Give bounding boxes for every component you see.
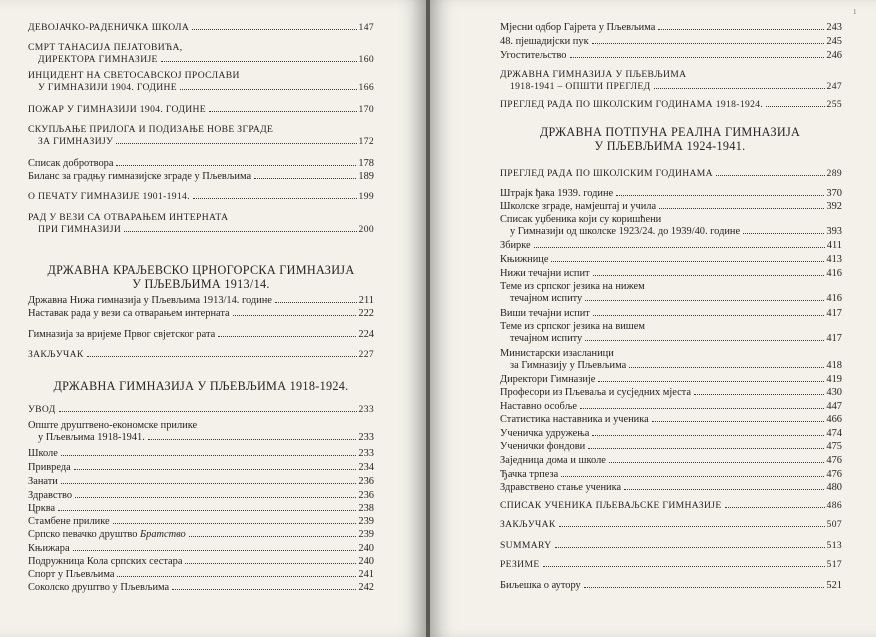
toc-page-number: 507: [826, 519, 842, 530]
toc-page-number: 393: [826, 226, 842, 237]
toc-entry-title: Министарски изасланици: [500, 348, 614, 359]
toc-entry: [500, 519, 842, 531]
toc-entry-title: Здравствено стање ученика: [500, 482, 622, 493]
toc-page-number: 172: [358, 136, 374, 147]
toc-entry-title: Списак уџбеника који су коришћени: [500, 214, 662, 225]
dot-leader: [543, 566, 825, 567]
toc-entry: [500, 308, 842, 320]
section-heading-line: ДРЖАВНА КРАЉЕВСКО ЦРНОГОРСКА ГИМНАЗИЈА: [47, 263, 355, 277]
dot-leader: [209, 111, 357, 112]
toc-entry-title: Црква: [28, 503, 56, 514]
toc-page-number: 447: [826, 401, 842, 412]
dot-leader: [73, 550, 357, 551]
toc-page-number: 418: [826, 360, 842, 371]
toc-entry: [28, 104, 374, 116]
toc-page-number: 239: [358, 516, 374, 527]
toc-entry-title: течајном испиту: [510, 293, 583, 304]
toc-entry-title: у Пљевљима 1918-1941.: [38, 432, 145, 443]
toc-entry: [28, 569, 374, 581]
dot-leader: [233, 315, 357, 316]
toc-entry: [500, 482, 842, 494]
toc-entry: [28, 503, 374, 515]
toc-page-number: 246: [826, 50, 842, 61]
toc-entry-title: 1918-1941 – ОПШТИ ПРЕГЛЕД: [510, 81, 651, 92]
toc-entry-title: Директори Гимназије: [500, 374, 596, 385]
toc-page-number: 233: [358, 448, 374, 459]
toc-page-number: 233: [358, 432, 374, 443]
toc-entry-title: Ђачка трпеза: [500, 469, 559, 480]
right-page: [430, 0, 876, 637]
toc-entry: [500, 69, 842, 93]
dot-leader: [148, 439, 357, 440]
toc-entry: [500, 240, 842, 252]
toc-entry: [28, 158, 374, 170]
toc-entry: [500, 559, 842, 571]
toc-entry: [500, 214, 842, 238]
dot-leader: [624, 489, 824, 490]
toc-entry: [500, 168, 842, 180]
toc-entry-title: Ученичка удружења: [500, 428, 590, 439]
toc-page-number: 166: [358, 82, 374, 93]
toc-page-number: 474: [826, 428, 842, 439]
toc-page-number: 211: [358, 295, 374, 306]
toc-entry: [500, 254, 842, 266]
toc-entry-title: ПРИ ГИМНАЗИЈИ: [38, 224, 122, 235]
dot-leader: [570, 57, 825, 58]
toc-entry-title: ПРЕГЛЕД РАДА ПО ШКОЛСКИМ ГОДИНАМА 1918-1924.: [500, 99, 764, 110]
dot-leader: [652, 421, 825, 422]
toc-page-number: 178: [358, 158, 374, 169]
toc-entry: [28, 420, 374, 444]
dot-leader: [218, 336, 356, 337]
toc-page-number: 392: [826, 201, 842, 212]
toc-page-number: 517: [826, 559, 842, 570]
toc-entry-title: Занати: [28, 476, 58, 487]
toc-entry-title: Гимназија за вријеме Првог свјетског рата: [28, 329, 216, 340]
toc-entry: [500, 441, 842, 453]
toc-entry-title: Теме из српског језика на нижем: [500, 281, 645, 292]
toc-page-number: 475: [826, 441, 842, 452]
toc-entry-title: за Гимназију у Пљевљима: [510, 360, 627, 371]
toc-page-number: 476: [826, 469, 842, 480]
dot-leader: [58, 510, 356, 511]
dot-leader: [659, 208, 824, 209]
toc-entry-title: Ученички фондови: [500, 441, 586, 452]
toc-entry-title: Виши течајни испит: [500, 308, 590, 319]
toc-page-number: 255: [826, 99, 842, 110]
toc-entry-title: Биљешка о аутору: [500, 580, 581, 591]
dot-leader: [61, 483, 357, 484]
dot-leader: [580, 408, 824, 409]
toc-page-number: 476: [826, 455, 842, 466]
toc-entry-title: Теме из српског језика на вишем: [500, 321, 645, 332]
dot-leader: [593, 275, 825, 276]
toc-entry: [28, 516, 374, 528]
dot-leader: [116, 165, 356, 166]
dot-leader: [193, 198, 357, 199]
dot-leader: [116, 143, 356, 144]
toc-entry-title: Штрајк ђака 1939. године: [500, 188, 614, 199]
toc-entry-title: Соколско друштво у Пљевљима: [28, 582, 170, 593]
dot-leader: [584, 587, 825, 588]
toc-page-number: 417: [826, 308, 842, 319]
dot-leader: [534, 247, 825, 248]
toc-page-number: 241: [358, 569, 374, 580]
toc-entry-title: Привреда: [28, 462, 71, 473]
toc-entry: [500, 469, 842, 481]
dot-leader: [725, 507, 825, 508]
toc-entry-title: Књижара: [28, 543, 70, 554]
dot-leader: [254, 178, 356, 179]
toc-entry-title: Стамбене прилике: [28, 516, 110, 527]
toc-page-number: 239: [358, 529, 374, 540]
toc-entry: [28, 329, 374, 341]
section-heading: [1, 263, 401, 291]
toc-entry: [28, 490, 374, 502]
toc-entry: [500, 268, 842, 280]
toc-entry: [500, 500, 842, 512]
section-heading-line: У ПЉЕВЉИМА 1913/14.: [132, 277, 270, 291]
dot-leader: [551, 261, 824, 262]
toc-entry-title: у Гимназији од школске 1923/24. до 1939/40. године: [510, 226, 741, 237]
toc-entry: [500, 99, 842, 111]
toc-entry-title: Нижи течајни испит: [500, 268, 590, 279]
toc-entry-title: Угоститељство: [500, 50, 567, 61]
toc-entry: [28, 22, 374, 34]
toc-entry: [500, 281, 842, 305]
dot-leader: [185, 563, 356, 564]
dot-leader: [593, 315, 825, 316]
toc-entry-title: Спорт у Пљевљима: [28, 569, 115, 580]
dot-leader: [192, 29, 356, 30]
toc-entry: [28, 124, 374, 148]
toc-entry: [28, 404, 374, 416]
dot-leader: [124, 231, 356, 232]
toc-entry: [28, 543, 374, 555]
toc-entry-title: 48. пјешадијски пук: [500, 36, 589, 47]
toc-page-number: 419: [826, 374, 842, 385]
toc-entry-title: Државна Нижа гимназија у Пљевљима 1913/14. године: [28, 295, 272, 306]
toc-page-number: 233: [358, 404, 374, 415]
toc-entry-title: Књижнице: [500, 254, 549, 265]
dot-leader: [59, 411, 357, 412]
dot-leader: [585, 300, 824, 301]
toc-page-number: 236: [358, 476, 374, 487]
toc-entry-title: Опште друштвено-економске прилике: [28, 420, 198, 431]
dot-leader: [654, 88, 825, 89]
toc-entry: [28, 556, 374, 568]
toc-page-number: 289: [826, 168, 842, 179]
toc-page-number: 236: [358, 490, 374, 501]
toc-entry: [500, 36, 842, 48]
corner-mark: 1: [853, 8, 857, 16]
toc-page-number: 370: [826, 188, 842, 199]
toc-page-number: 240: [358, 543, 374, 554]
toc-page-number: 486: [826, 500, 842, 511]
dot-leader: [592, 435, 824, 436]
toc-entry-title: ДЕВОЈАЧКО-РАДЕНИЧКА ШКОЛА: [28, 22, 190, 33]
toc-entry-title: У ГИМНАЗИЈИ 1904. ГОДИНЕ: [38, 82, 178, 93]
dot-leader: [189, 536, 357, 537]
toc-page-number: 147: [358, 22, 374, 33]
toc-entry-title: СКУПЉАЊЕ ПРИЛОГА И ПОДИЗАЊЕ НОВЕ ЗГРАДЕ: [28, 124, 274, 135]
toc-entry: [28, 462, 374, 474]
toc-entry: [500, 22, 842, 34]
section-heading-line: У ПЉЕВЉИМА 1924-1941.: [594, 139, 746, 153]
toc-entry-title: РЕЗИМЕ: [500, 559, 540, 570]
dot-leader: [609, 462, 825, 463]
toc-entry: [500, 201, 842, 213]
toc-entry-title: ДРЖАВНА ГИМНАЗИЈА У ПЉЕВЉИМА: [500, 69, 687, 80]
toc-page-number: 430: [826, 387, 842, 398]
toc-entry: [500, 540, 842, 552]
dot-leader: [87, 356, 357, 357]
toc-page-number: 521: [826, 580, 842, 591]
toc-entry: [500, 321, 842, 345]
toc-entry-title: ЗА ГИМНАЗИЈУ: [38, 136, 114, 147]
toc-page-number: 222: [358, 308, 374, 319]
toc-page-number: 247: [826, 81, 842, 92]
section-heading-line: ДРЖАВНА ПОТПУНА РЕАЛНА ГИМНАЗИЈА: [539, 125, 801, 139]
toc-entry: [28, 529, 374, 541]
dot-leader: [561, 476, 824, 477]
toc-page-number: 170: [358, 104, 374, 115]
toc-entry: [28, 295, 374, 307]
toc-page-number: 411: [826, 240, 842, 251]
toc-entry-title: Збирке: [500, 240, 531, 251]
toc-page-number: 416: [826, 268, 842, 279]
toc-page-number: 224: [358, 329, 374, 340]
toc-entry-title: Школе: [28, 448, 58, 459]
toc-entry-title: Наставно особље: [500, 401, 577, 412]
dot-leader: [275, 302, 357, 303]
section-heading: [470, 125, 870, 153]
toc-entry: [28, 212, 374, 236]
toc-entry-title: Српско певачко друштво Братство: [28, 529, 186, 540]
dot-leader: [61, 455, 357, 456]
toc-page-number: 480: [826, 482, 842, 493]
toc-entry: [28, 582, 374, 594]
toc-entry-title: ДИРЕКТОРА ГИМНАЗИЈЕ: [38, 54, 158, 65]
dot-leader: [592, 43, 825, 44]
dot-leader: [629, 367, 824, 368]
section-heading: [1, 379, 401, 393]
toc-entry-title: Наставак рада у вези са отварањем интерната: [28, 308, 230, 319]
toc-entry: [28, 171, 374, 183]
toc-entry-title: СПИСАК УЧЕНИКА ПЉЕВАЉСКЕ ГИМНАЗИЈЕ: [500, 500, 722, 511]
toc-entry-title: Професори из Пљеваља и сусједних мјеста: [500, 387, 691, 398]
toc-entry: [500, 387, 842, 399]
toc-entry: [500, 188, 842, 200]
toc-page-number: 189: [358, 171, 374, 182]
dot-leader: [161, 61, 357, 62]
toc-entry-title: Списак добротвора: [28, 158, 114, 169]
dot-leader: [585, 340, 824, 341]
dot-leader: [555, 547, 825, 548]
toc-page-number: 238: [358, 503, 374, 514]
dot-leader: [180, 89, 357, 90]
toc-page-number: 245: [826, 36, 842, 47]
dot-leader: [743, 233, 824, 234]
dot-leader: [559, 526, 825, 527]
dot-leader: [766, 106, 824, 107]
dot-leader: [75, 497, 356, 498]
dot-leader: [616, 195, 824, 196]
toc-entry-title: УВОД: [28, 404, 56, 415]
toc-page-number: 417: [826, 333, 842, 344]
toc-entry-title: ПОЖАР У ГИМНАЗИЈИ 1904. ГОДИНЕ: [28, 104, 206, 115]
toc-entry-title: ИНЦИДЕНТ НА СВЕТОСАВСКОЈ ПРОСЛАВИ: [28, 70, 240, 81]
toc-entry: [500, 348, 842, 372]
toc-page-number: 243: [826, 22, 842, 33]
toc-entry-title: О ПЕЧАТУ ГИМНАЗИЈЕ 1901-1914.: [28, 191, 190, 202]
section-heading-line: ДРЖАВНА ГИМНАЗИЈА У ПЉЕВЉИМА 1918-1924.: [53, 379, 349, 393]
toc-page-number: 234: [358, 462, 374, 473]
toc-page-number: 242: [358, 582, 374, 593]
toc-entry: [28, 191, 374, 203]
toc-page-number: 413: [826, 254, 842, 265]
toc-entry: [28, 308, 374, 320]
toc-entry: [28, 70, 374, 94]
toc-entry-title: Биланс за градњу гимназијске зграде у Пљевљима: [28, 171, 252, 182]
toc-page-number: 240: [358, 556, 374, 567]
dot-leader: [716, 175, 825, 176]
toc-page-number: 466: [826, 414, 842, 425]
toc-entry-title: РАД У ВЕЗИ СА ОТВАРАЊЕМ ИНТЕРНАТА: [28, 212, 229, 223]
toc-entry-title: Школске зграде, намјештај и учила: [500, 201, 657, 212]
toc-entry: [500, 374, 842, 386]
toc-entry-title: Здравство: [28, 490, 73, 501]
toc-entry: [500, 428, 842, 440]
toc-page-number: 200: [358, 224, 374, 235]
dot-leader: [658, 29, 824, 30]
toc-entry: [500, 50, 842, 62]
toc-entry-title: СМРТ ТАНАСИЈА ПЕЈАТОВИЋА,: [28, 42, 183, 53]
toc-page-number: 227: [358, 349, 374, 360]
toc-entry-title: ЗАКЉУЧАК: [500, 519, 556, 530]
toc-entry: [500, 414, 842, 426]
dot-leader: [598, 381, 824, 382]
toc-entry-title: SUMMARY: [500, 540, 552, 551]
toc-entry-title: ЗАКЉУЧАК: [28, 349, 84, 360]
dot-leader: [74, 469, 357, 470]
toc-entry: [28, 42, 374, 66]
toc-entry: [28, 476, 374, 488]
toc-entry-title: Подружница Кола српских сестара: [28, 556, 183, 567]
toc-entry: [500, 455, 842, 467]
toc-entry: [28, 448, 374, 460]
toc-entry: [500, 580, 842, 592]
toc-entry-title: Статистика наставника и ученика: [500, 414, 649, 425]
toc-entry: [500, 401, 842, 413]
left-page: [0, 0, 426, 637]
toc-page-number: 513: [826, 540, 842, 551]
toc-page-number: 416: [826, 293, 842, 304]
dot-leader: [172, 589, 356, 590]
toc-entry-title: Заједница дома и школе: [500, 455, 606, 466]
toc-entry-title: Мјесни одбор Гајрета у Пљевљима: [500, 22, 656, 33]
toc-entry: [28, 349, 374, 361]
toc-entry-title: течајном испиту: [510, 333, 583, 344]
dot-leader: [117, 576, 356, 577]
toc-page-number: 160: [358, 54, 374, 65]
toc-entry-title: ПРЕГЛЕД РАДА ПО ШКОЛСКИМ ГОДИНАМА: [500, 168, 713, 179]
dot-leader: [694, 394, 824, 395]
dot-leader: [113, 523, 357, 524]
toc-page-number: 199: [358, 191, 374, 202]
dot-leader: [588, 448, 824, 449]
